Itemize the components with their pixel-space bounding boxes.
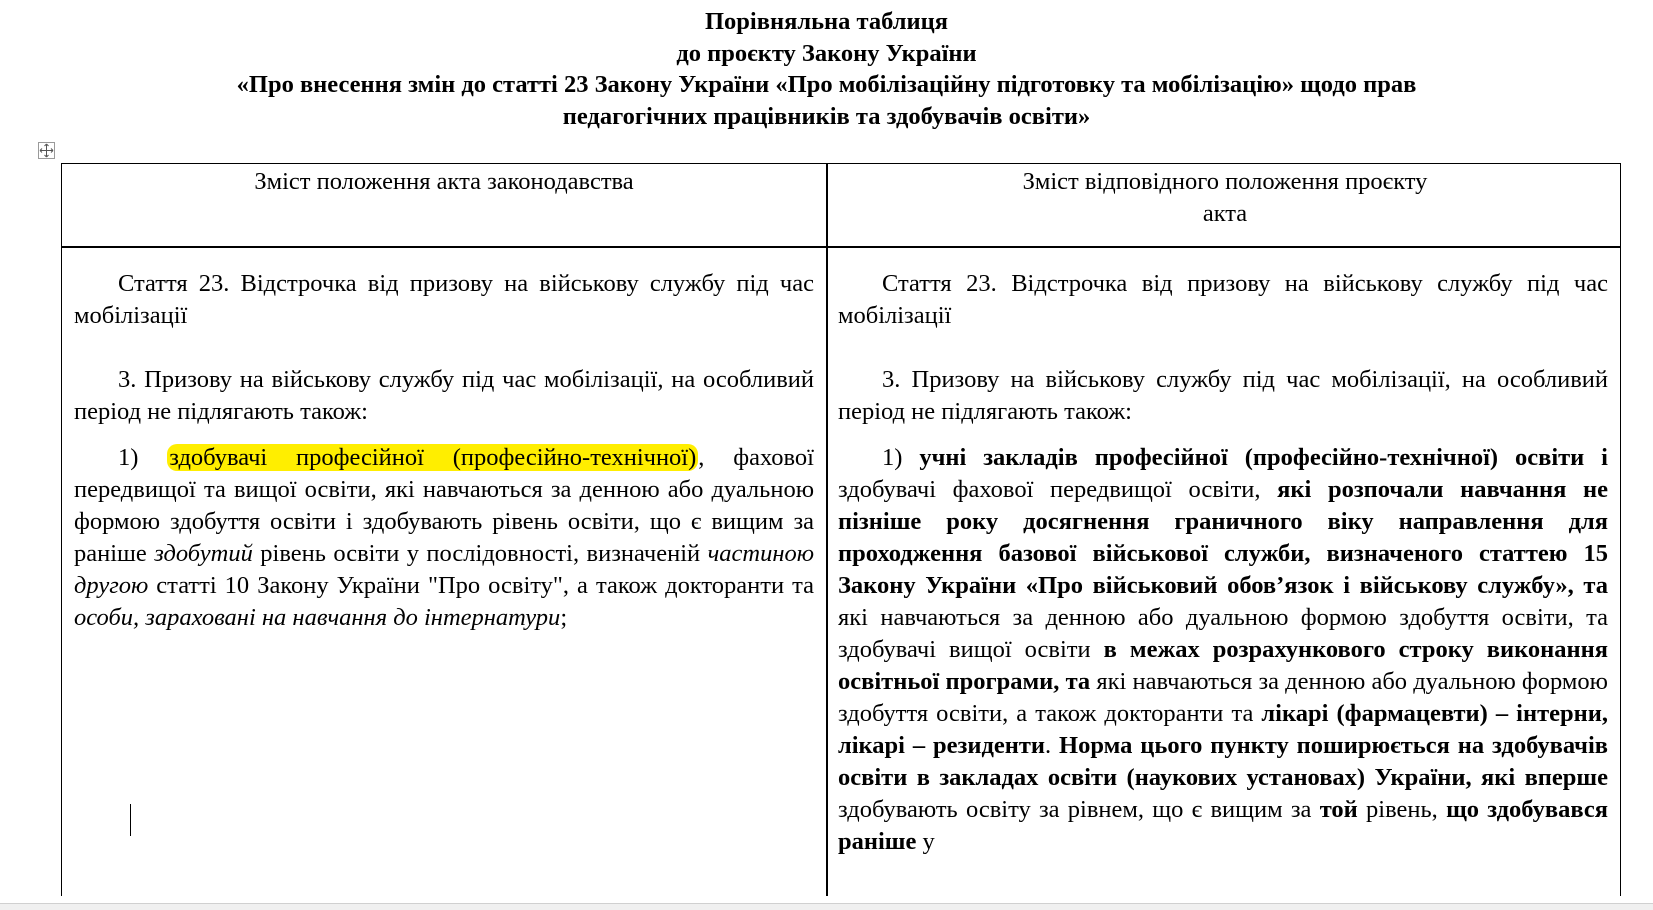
comparison-table bbox=[61, 163, 1621, 896]
title-line-4: педагогічних працівників та здобувачів освіти» bbox=[562, 102, 1091, 130]
right-article-heading: Стаття 23. Відстрочка від призову на військову службу під час мобілізації bbox=[838, 270, 1608, 329]
document-title bbox=[0, 6, 1653, 132]
right-paragraph-3: 3. Призову на військову службу під час мобілізації, на особливий період не підлягають також: bbox=[838, 366, 1608, 425]
table-move-handle-icon[interactable] bbox=[38, 142, 55, 159]
left-paragraph-3: 3. Призову на військову службу під час мобілізації, на особливий період не підлягають також: bbox=[74, 366, 814, 425]
title-line-3: «Про внесення змін до статті 23 Закону України «Про мобілізаційну підготовку та мобілізацію» щодо прав bbox=[236, 71, 1417, 98]
title-line-1: Порівняльна таблиця bbox=[705, 8, 948, 35]
header-current-law[interactable] bbox=[62, 166, 826, 198]
text-cursor bbox=[130, 804, 131, 836]
header-draft-law[interactable] bbox=[828, 166, 1621, 230]
cell-draft-law[interactable] bbox=[838, 268, 1608, 858]
column-divider bbox=[826, 164, 828, 896]
left-article-heading: Стаття 23. Відстрочка від призову на військову службу під час мобілізації bbox=[74, 270, 814, 329]
title-line-2: до проєкту Закону України bbox=[676, 39, 977, 67]
highlighted-text: здобувачі професійної (професійно-технічної) bbox=[169, 444, 697, 471]
header-row-divider bbox=[62, 246, 1620, 248]
header-draft-law-line2: акта bbox=[1202, 200, 1248, 227]
right-item-1: 1) учні закладів професійної (професійно-технічної) освіти і здобувачі фахової передвищої освіти, які розпочали навчання не пізніше року досягнення граничного віку направлення для проходження базової військової служби, визначеного статтею 15 Закону України «Про військовий обов’язок і військову службу», та які навчаються за денною або дуальною формою здобуття освіти, та здобувачі вищої освіти в межах розрахункового строку виконання освітньої програми, та які навчаються за денною або дуальною формою здобуття освіти, а також докторанти та лікарі (фармацевти) – інтерни, лікарі – резиденти. Норма цього пункту поширюється на здобувачів освіти в закладах освіти (наукових установах) України, які вперше здобувають освіту за рівнем, що є вищим за той рівень, що здобувався раніше у bbox=[838, 444, 1609, 855]
header-current-law-text: Зміст положення акта законодавства bbox=[254, 168, 634, 195]
cell-current-law[interactable] bbox=[74, 268, 814, 634]
header-draft-law-line1: Зміст відповідного положення проєкту bbox=[1022, 168, 1428, 195]
left-item-1: 1) здобувачі професійної (професійно-технічної), фахової передвищої та вищої освіти, які навчаються за денною або дуальною формою здобуття освіти і здобувають рівень освіти, що є вищим за раніше здобутий рівень освіти у послідовності, визначеній частиною другою статті 10 Закону України "Про освіту", а також докторанти та особи, зараховані на навчання до інтернатури; bbox=[74, 444, 814, 631]
